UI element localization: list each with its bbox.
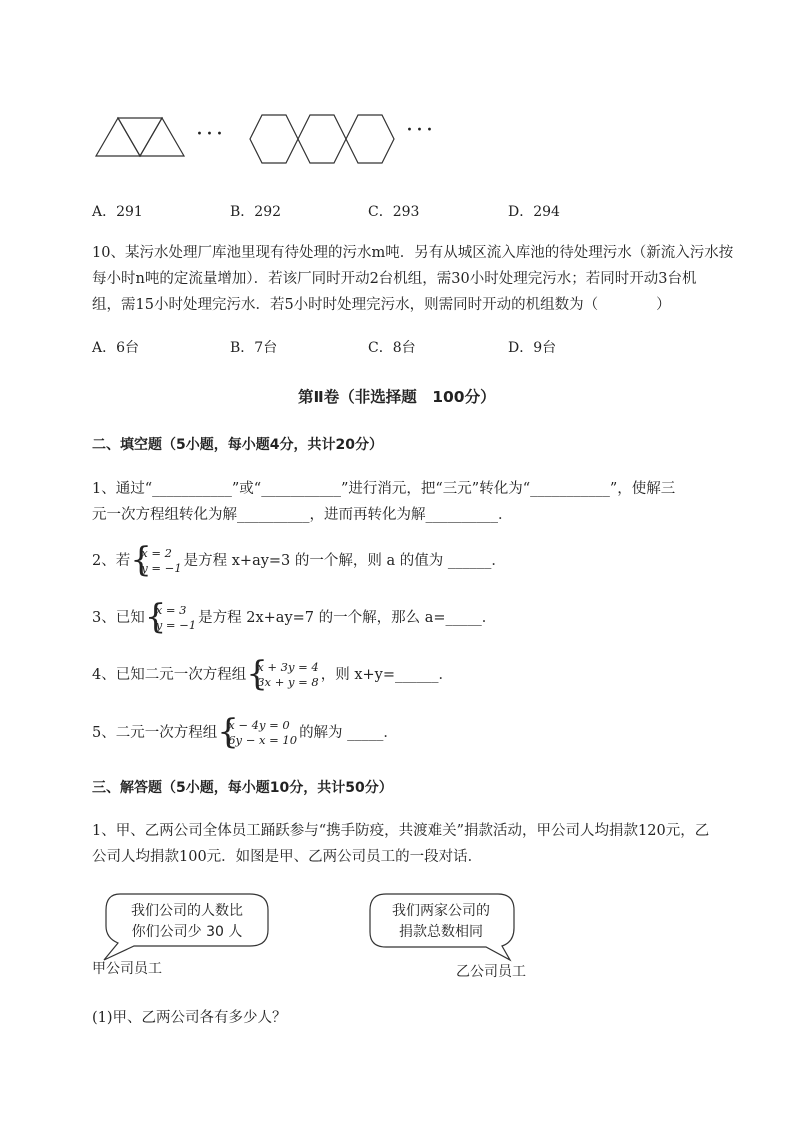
fill-q3-eq2: y = −1 [155,618,197,632]
fill-q2-eq1: { x = 2 [141,546,172,560]
fill-q2 [92,546,506,576]
solve-q1-line-1: 1、甲、乙两公司全体员工踊跃参与“携手防疫，共渡难关”捐款活动，甲公司人均捐款120元，乙 [92,823,710,839]
solve-q1-line-2: 公司人均捐款100元．如图是甲、乙两公司员工的一段对话． [92,849,483,865]
bubble-2-line-1: 我们两家公司的 [392,903,490,919]
fill-q5-prefix: 5、二元一次方程组 [92,725,218,741]
fill-q3-system [147,603,196,633]
q10-line-2: 每小时n吨的定流量增加）．若该厂同时开动2台机组，需30小时处理完污水；若同时开动3台机 [92,271,697,287]
hexagon-pattern-figure [248,110,398,168]
ellipsis-1: ··· [196,122,226,147]
fill-q3 [92,603,496,633]
solve-heading: 三、解答题（5小题，每小题10分，共计50分） [92,780,393,796]
section-title: 第Ⅱ卷（非选择题 100分） [298,388,496,406]
fill-q2-eq2: y = −1 [141,561,182,575]
fill-q5-system [219,718,297,748]
bubble-1-text [112,901,262,943]
fill-q2-system [132,546,181,576]
q9-option-b[interactable]: B．292 [230,204,282,220]
q10-option-c[interactable]: C．8台 [368,340,416,356]
fill-q4-eq1: { x + 3y = 4 [257,660,319,674]
fill-q2-prefix: 2、若 [92,553,131,569]
fill-q4-eq2: 3x + y = 8 [257,675,319,689]
q10-option-d[interactable]: D．9台 [508,340,557,356]
fill-q4 [92,660,453,690]
q10-option-b[interactable]: B．7台 [230,340,278,356]
fill-q3-eq1: { x = 3 [155,603,187,617]
speaker-1-label: 甲公司员工 [92,961,162,977]
fill-q3-suffix: 是方程 2x+ay=7 的一个解，那么 a=_____． [198,610,497,626]
q10-line-3: 组，需15小时处理完污水．若5小时时处理完污水，则需同时开动的机组数为（ ） [92,297,671,313]
bubble-2-text [372,901,510,943]
fill-q1-line-2: 元一次方程组转化为解__________，进而再转化为解__________． [92,507,513,523]
q9-option-a[interactable]: A．291 [92,204,143,220]
fill-q5 [92,718,398,748]
q10-line-1: 10、某污水处理厂库池里现有待处理的污水m吨．另有从城区流入库池的待处理污水（新流入污水按 [92,245,734,261]
fill-q2-suffix: 是方程 x+ay=3 的一个解，则 a 的值为 ______． [183,553,506,569]
bubble-1-line-1: 我们公司的人数比 [131,903,243,919]
fill-q5-eq2: 6y − x = 10 [228,733,298,747]
q9-option-c[interactable]: C．293 [368,204,420,220]
fill-q4-suffix: ，则 x+y=______． [320,667,454,683]
ellipsis-2: ··· [406,118,436,143]
solve-q1-sub-1: (1)甲、乙两公司各有多少人？ [92,1010,287,1026]
fill-q3-prefix: 3、已知 [92,610,145,626]
fill-q5-eq1: { x − 4y = 0 [228,718,290,732]
speaker-2-label: 乙公司员工 [456,964,526,980]
fill-q5-suffix: 的解为 _____． [299,725,398,741]
bubble-1-line-2: 你们公司少 30 人 [131,924,243,940]
q10-option-a[interactable]: A．6台 [92,340,140,356]
fill-q4-prefix: 4、已知二元一次方程组 [92,667,247,683]
fill-q4-system [248,660,319,690]
q9-option-d[interactable]: D．294 [508,204,560,220]
fill-heading: 二、填空题（5小题，每小题4分，共计20分） [92,437,383,453]
bubble-2-line-2: 捐款总数相同 [399,924,483,940]
triangle-pattern-figure [94,114,189,160]
fill-q1-line-1: 1、通过“___________”或“___________”进行消元，把“三元”转化为“___________”，使解三 [92,481,676,497]
